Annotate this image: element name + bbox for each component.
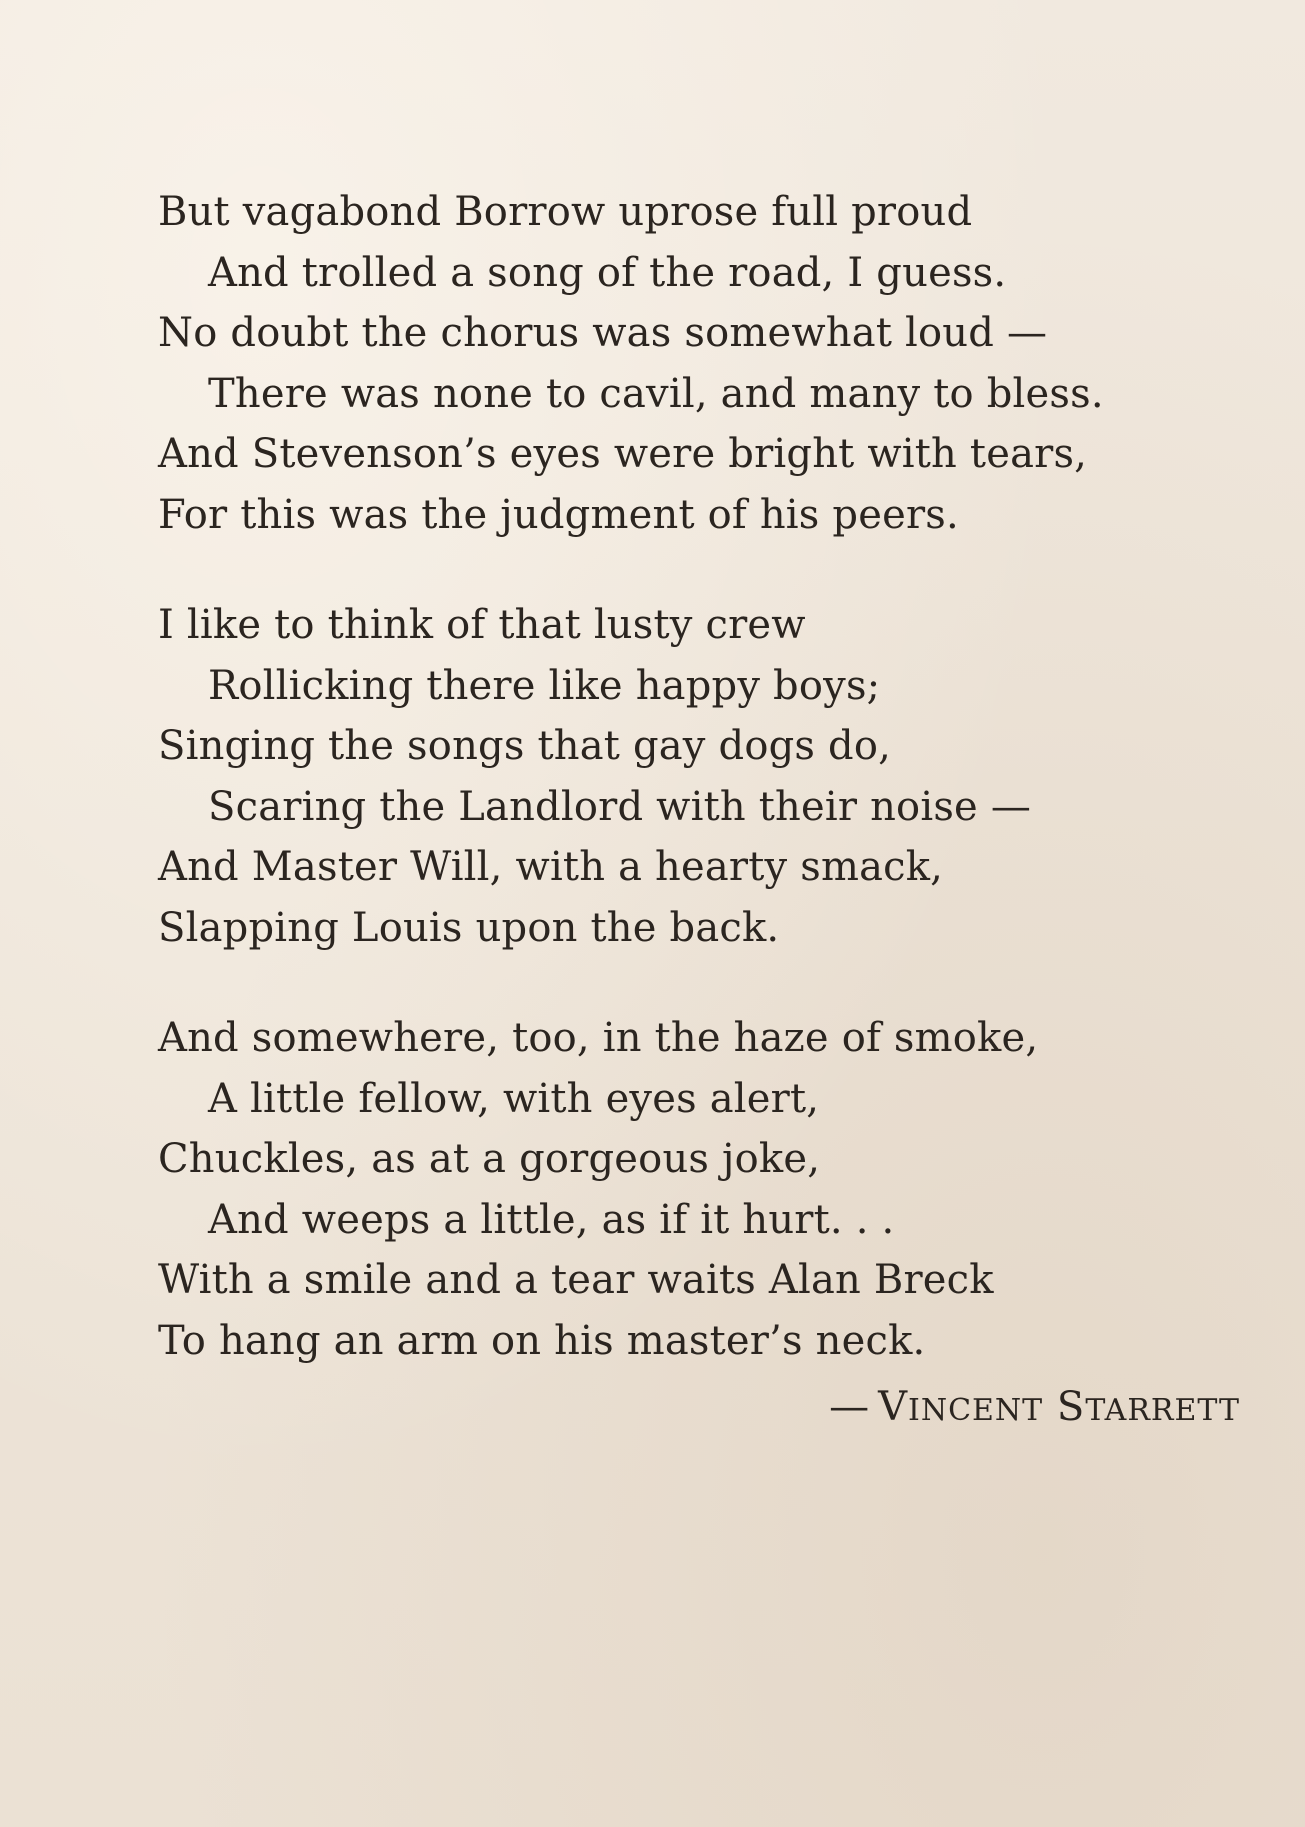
poem-line: Chuckles, as at a gorgeous joke,	[158, 1136, 821, 1182]
stanza-1	[158, 182, 1238, 545]
poem-line: I like to think of that lusty crew	[158, 602, 806, 648]
poem-line: And weeps a little, as if it hurt. . .	[208, 1196, 895, 1243]
poem-line: And Master Will, with a hearty smack,	[158, 844, 944, 890]
poem-line: Slapping Louis upon the back.	[158, 904, 780, 951]
poem-line: A little fellow, with eyes alert,	[208, 1075, 820, 1122]
poem-line: With a smile and a tear waits Alan Breck	[158, 1257, 994, 1303]
poem-line: And somewhere, too, in the haze of smoke,	[158, 1015, 1039, 1061]
poem-line: And trolled a song of the road, I guess.	[208, 249, 1007, 296]
author-first-initial: V	[878, 1384, 908, 1430]
poem-line: Rollicking there like happy boys;	[208, 662, 881, 709]
poem-line: There was none to cavil, and many to bless.	[208, 370, 1104, 417]
poem	[158, 182, 1238, 1421]
stanza-3	[158, 1008, 1238, 1371]
stanza-2	[158, 595, 1238, 958]
poem-line: Singing the songs that gay dogs do,	[158, 723, 892, 769]
poem-line: But vagabond Borrow uprose full proud	[158, 189, 973, 235]
poem-line: To hang an arm on his master’s neck.	[158, 1317, 926, 1364]
signature-dash: —	[829, 1384, 871, 1430]
poem-line: Scaring the Landlord with their noise —	[208, 783, 1032, 830]
poem-line: No doubt the chorus was somewhat loud —	[158, 310, 1048, 356]
author-last-initial: S	[1056, 1384, 1086, 1430]
author-signature	[829, 1379, 1240, 1439]
poem-line: And Stevenson’s eyes were bright with tears,	[158, 431, 1088, 477]
poem-line: For this was the judgment of his peers.	[158, 491, 959, 538]
author-first-rest: INCENT	[907, 1393, 1044, 1428]
author-last-rest: TARRETT	[1085, 1393, 1240, 1428]
